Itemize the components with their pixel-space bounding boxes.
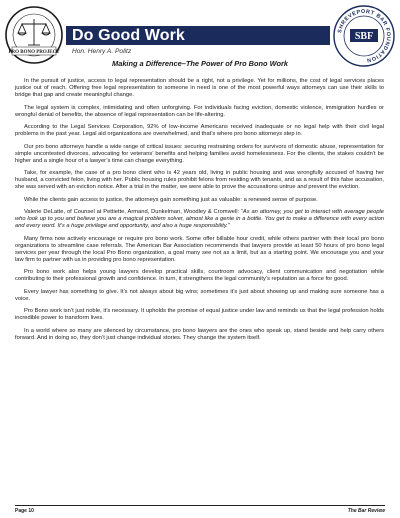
- paragraph: Our pro bono attorneys handle a wide range of critical issues: securing restraining orders for survivors of domestic abuse, representation for simple uncontested divorces, advocating for veterans’ benefits and helping families avoid homelessness. For the clients, the stakes couldn’t be higher and a single hour of a lawyer’s time can change everything.: [15, 143, 384, 164]
- author-byline: Hon. Henry A. Politz: [72, 48, 132, 55]
- page-number: Page 10: [15, 508, 34, 514]
- sbf-initials: SBF: [354, 31, 374, 42]
- paragraph: Pro Bono work isn’t just noble, it’s necessary. It upholds the promise of equal justice under law and reminds us that the legal profession holds incredible power to transform lives.: [15, 308, 384, 322]
- pro-bono-project-logo: [4, 5, 64, 65]
- quote-paragraph: [15, 209, 384, 230]
- publication-name: The Bar Review: [347, 508, 385, 514]
- quote-attribution: Valerie DeLatte, of Counsel at Pettiette, Armand, Dunkelman, Woodley & Cromwell:: [24, 209, 241, 216]
- article-body: [15, 78, 384, 347]
- pro-bono-logo-text: PRO BONO PROJECT: [8, 50, 60, 56]
- paragraph: Many firms now actively encourage or require pro bono work. Some offer billable hour credit, while others partner with their local pro bono organizations to streamline case referrals. The American Bar Association recommends that lawyers provide at least 50 hours of pro bono legal services per year through the local Pro Bono organization, a goal many see not as a limit, but as a starting point. We encourage you and your law firm to partner with us in providing pro bono representation.: [15, 235, 384, 263]
- paragraph: Pro bono work also helps young lawyers develop practical skills, courtroom advocacy, client communication and negotiation while contributing to their professional growth and confidence. In turn, it strengthens the legal community’s reputation as a force for good.: [15, 269, 384, 283]
- footer-divider: [15, 505, 385, 506]
- paragraph: While the clients gain access to justice, the attorneys gain something just as valuable: a renewed sense of purpose.: [24, 196, 318, 203]
- paragraph: In a world where so many are silenced by circumstance, pro bono lawyers are the ones who speak up, stand beside and help carry others forward. And in doing so, they don’t just change individual stories. They change the system itself.: [15, 327, 384, 341]
- paragraph: In the pursuit of justice, access to legal representation should be a right, not a privilege. Yet for millions, the cost of legal services places justice out of reach. Offering free legal representation to someone in need is one of the most powerful ways attorneys can use their skills to bridge that gap and create meaningful change.: [15, 78, 384, 99]
- paragraph: According to the Legal Services Corporation, 92% of low-income Americans received inadequate or no legal help with their civil legal problems in the past year. Legal aid organizations are overwhelmed, and that’s where pro bono attorneys step in.: [15, 124, 384, 138]
- paragraph: Every lawyer has something to give. It’s not always about big wins; sometimes it’s just about showing up and making sure someone has a voice.: [15, 288, 384, 302]
- paragraph: The legal system is complex, intimidating and often unforgiving. For individuals facing eviction, domestic violence, immigration hurdles or wrongful denial of benefits, the absence of legal representation can be life-altering.: [15, 104, 384, 118]
- page-title: Do Good Work: [72, 26, 185, 44]
- header-bar: [66, 26, 330, 45]
- paragraph: Take, for example, the case of a pro bono client who is 42 years old, living in public housing and was wrongfully accused of having her husband, a convicted felon, living with her. Public housing rules prohibit felons from residing with tenants, and as a result of this false accusation, she was served with an eviction notice. After a trial in the matter, we were able to prove the accusations untrue and prevent the eviction.: [15, 170, 384, 191]
- foundation-ring-text: SHREVEPORT BAR FOUNDATION: [337, 8, 392, 63]
- quote-text: “As an attorney, you get to interact with average people who look up to you and believe you are a magical problem solver, almost like a genie in a bottle. You get to make a difference with every action and every word. It’s a huge privilege and opportunity, and also a huge responsibility.”: [15, 209, 384, 230]
- article-subtitle: Making a Difference–The Power of Pro Bono Work: [112, 59, 288, 68]
